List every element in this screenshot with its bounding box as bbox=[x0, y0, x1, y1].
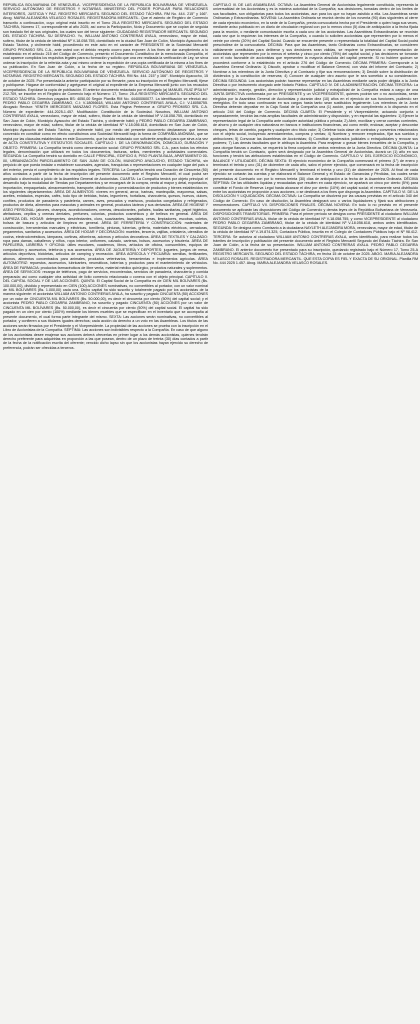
notice-column-left bbox=[3, 3, 208, 1022]
notice-text-left: REPÚBLICA BOLIVARIANA DE VENEZUELA. VICEPRESIDENCIA DE LA REPÚBLICA BOLIVARIANA DE VENEZUELA. SERVICIO AUTÓNOMO DE REGISTROS Y NOTARÍAS. MINISTERIO DEL PODER POPULAR PARA RELACIONES INTERIORES, JUSTICIA Y PAZ. REGISTRO MERCANTIL SEGUNDO DEL ESTADO TÁCHIRA. RM No. 444. 215° y 166°. Abog. MARIA ALEJANDRA VELASCO ROSALES. REGISTRADORA MERCANTIL. Que el asiento de Registro de Comercio transcrito a continuación, cuyo original está inscrito en el Tomo 25-A REGISTRO MERCANTIL SEGUNDO DEL ESTADO TÁCHIRA, Número 17, correspondiente al año 2025, así como la Participación, Nota y Documento que se copian de seguida son traslado fiel de sus originales, los cuales son del tenor siguiente: CIUDADANO REGISTRADOR MERCANTIL SEGUNDO DEL ESTADO TÁCHIRA. SU DESPACHO. Yo, WILLIAM ANTONIO CONTRERAS AYALA, venezolano, mayor de edad, soltero, titular de la cédula de identidad Nº V-18.058.755, domiciliado en la ciudad San Juan de Colón, Municipio Ayacucho del Estado Táchira, y civilmente hábil, procediendo en este acto en mi carácter de PRESIDENTE de la Sociedad Mercantil GRUPO PROMISO SRL C.A., ante usted con el debido respeto ocurro para exponer: A los fines de dar cumplimiento a lo establecido en el artículo 215 del Código de Comercio, presento el Documento Constitutivo de la mencionada Compañía, el cual aparece cumplidos los requisitos legales para su formación y solicito que una vez realizada la verificación de Ley, se sirva ordenar la inscripción de la referida acta y así mismo ordene la expedición de una copia certificada de la misma a los fines de su publicación. En San Juan de Colón, a la fecha de su registro. REPÚBLICA BOLIVARIANA DE VENEZUELA. VICEPRESIDENCIA DE LA REPÚBLICA BOLIVARIANA DE VENEZUELA. SERVICIO AUTÓNOMO DE REGISTROS Y NOTARÍAS. REGISTRO MERCANTIL SEGUNDO DEL ESTADO TÁCHIRA. RM No. 444. 215° y 166°. Municipio Ayacucho, 15 de octubre de 2025. Por presentada la anterior participación por su firmante, para su inscripción en el Registro Mercantil, fíjese y publíquese. Hágase de conformidad y agréguese el original al expediente de la Empresa Mercantil junto con los recaudos acompañados. Expídase la copia de publicación. El anterior documento redactado por el Abogado (a) MANUEL RUIZ IPSA N.º 212.709, se inscribe en el Registro de Comercio bajo el Número: 17, Tomo: 25-A REGISTRO MERCANTIL SEGUNDO DEL ESTADO TÁCHIRA. Derechos pagados BS: 4050,00 Según Planilla RM No. 44400060077. La identificación se efectuó así: PEDRO PABLO CEGARRA ZAMBRANO, C.I: V-18056618, WILLIAM ANTONIO CONTRERAS AYALA, C.I: V-18058755. Abogado Revisor: YENITH MERCEDES MANZANO FLORES. Esta Página Pertenece a: GRUPO PROMISO SRL C.A. Número de expediente: 444-2025-1.457. Modificación: Constitución de la Sociedad. Nosotros, WILLIAM ANTONIO CONTRERAS AYALA, venezolano, mayor de edad, soltero, titular de la cédula de identidad Nº V-18.058.755, domiciliado en San Juan de Colón, Municipio Ayacucho del Estado Táchira, y civilmente hábil; y PEDRO PABLO CEGARRA ZAMBRANO, venezolano, mayor de edad, soltero, titular de la cédula de identidad Nº V-18.056.618, domiciliado en San Juan de Colón, Municipio Ayacucho del Estado Táchira, y civilmente hábil, por medio del presente documento declaramos: que hemos convenido en constituir como en efecto constituimos una Sociedad Mercantil bajo la forma de COMPAÑÍA ANÓNIMA, que se regirá por las cláusulas establecidas en este Documento, que ha sido redactado con suficiente amplitud para que sirva a la vez de ACTA CONSTITUTIVA Y ESTATUTOS SOCIALES. CAPÍTULO I. DE LA DENOMINACIÓN, DOMICILIO, DURACIÓN Y OBJETO. PRIMERA: La Compañía tendrá como denominación social: GRUPO PROMISO SRL C.A., para todos los efectos legales, denominación que utilizará en todos los documentos, facturas, sellos, membretes y actividades comerciales. SEGUNDA: La Compañía tendrá su domicilio en CALLE PRINCIPAL, EDIFICIO 8, PISO PLANTA BAJA, APARTAMENTO 00-00, URBANIZACIÓN PARCELAMIENTO DE SAN JUAN DE COLÓN, MUNICIPIO AYACUCHO, ESTADO TÁCHIRA, sin perjuicio de que pueda instalar o establecer sucursales, agencias, franquicias o representaciones en cualquier lugar del país o del exterior, previa el cumplimiento de los requisitos legales. TERCERA: La Compañía tendrá una Duración de Cincuenta (50) años contados a partir de la fecha de inscripción del presente documento ante el Registro Mercantil, el cual podrá ser ampliado o disminuido a juicio de la Asamblea General de Accionistas. CUARTA: La Compañía tendrá por objeto principal: el desarrollo bajo la modalidad de Tiendas por Departamentos y se encargará de la compra, venta al mayor y detal, exportación, importación, empaquetado, almacenamiento, transporte, distribución y comercialización de productos y bienes establecidos en los siguientes departamentos: ÁREA DE ALIMENTOS: víveres en general, arroz, harinas, mantequilla, mayonesa, salsas, aceites, enlatados, especias, cafés, todo tipo de bebidas, frutas, legumbres, hortalizas, charcutería, quesos, huevos, dulces, confites, productos de panadería y pastelería, carnes, aves, pescados y mariscos, productos congelados y refrigerados, productos de dieta, alimentos para mascotas y animales en general, productos lácteos y sus derivados. ÁREA DE HIGIENE Y ASEO PERSONAL: jabones, champús, acondicionadores, cremas, desodorantes, pañales, toallas sanitarias, papel higiénico, afeitadoras, cepillos y cremas dentales, perfumes, colonias, productos cosméticos y de belleza en general. ÁREA DE LIMPIEZA DEL HOGAR: detergentes, desinfectantes, cloro, suavizantes, lavaplatos, ceras, limpiadores, escobas, coletos, bolsas de basura y artículos de limpieza en general. ÁREA DE FERRETERÍA Y CONSTRUCCIÓN: materiales de construcción, herramientas manuales y eléctricas, tornillería, pinturas, tuberías, grifería, materiales eléctricos, cerraduras, pegamentos, sanitarios y accesorios. ÁREA DE HOGAR Y DECORACIÓN: muebles, lencería, vajillas, cristalería, utensilios de cocina, electrodomésticos, lámparas, cortinas, alfombras, adornos y artículos decorativos. ÁREA DE TEXTILES Y CALZADO: ropa para damas, caballeros y niños, ropa interior, uniformes, calzado, carteras, bolsos, accesorios y bisutería. ÁREA DE PAPELERÍA, LIBRERÍA Y OFICINA: útiles escolares, cuadernos, libros, artículos de oficina, consumibles, equipos de computación y accesorios, telefonía y sus accesorios. ÁREA DE JUGUETERÍA Y DEPORTES: juguetes, juegos de mesa, artículos deportivos, bicicletas, artículos de camping y recreación. ÁREA AGRÍCOLA Y PECUARIA: semillas, fertilizantes, abonos, alimentos concentrados para animales, productos veterinarios, herramientas e implementos agrícolas. ÁREA AUTOMOTRIZ: repuestos, accesorios, lubricantes, neumáticos, baterías y productos para el mantenimiento de vehículos. ÁREA DE FARMACIA: productos farmacéuticos de libre venta, material médico quirúrgico, productos naturales y suplementos. ÁREA DE SERVICIOS: recarga de teléfonos, pago de servicios, encomiendas, servicios de panadería, charcutería y comida preparada; así como cualquier otra actividad de lícito comercio relacionada o conexa con el objeto principal. CAPÍTULO II. DEL CAPITAL SOCIAL Y DE LAS ACCIONES. QUINTA: El Capital Social de la Compañía es de CIEN MIL BOLÍVARES (Bs. 100.000,00), dividido y representado en CIEN (100) ACCIONES nominativas, no convertibles al portador, con un valor nominal de MIL BOLÍVARES (Bs. 1.000,00) cada una. Dicho capital ha sido suscrito y totalmente pagado por los accionistas de la manera siguiente: el accionista WILLIAM ANTONIO CONTRERAS AYALA, ha suscrito y pagado CINCUENTA (50) ACCIONES por un valor de CINCUENTA MIL BOLÍVARES (Bs. 50.000,00), es decir el cincuenta por ciento (50%) del capital social; y el accionista PEDRO PABLO CEGARRA ZAMBRANO, ha suscrito y pagado CINCUENTA (50) ACCIONES por un valor de CINCUENTA MIL BOLÍVARES (Bs. 50.000,00), es decir el cincuenta por ciento (50%) del capital social. El capital ha sido pagado en un cien por ciento (100%) mediante los bienes muebles que se especifican en el inventario que se acompaña al presente documento, el cual forma parte integrante del mismo. SEXTA: Las acciones serán nominativas, no convertibles al portador, y confieren a sus titulares iguales derechos; cada acción da derecho a un voto en las Asambleas. Los títulos de las acciones serán firmados por el Presidente y el Vicepresidente. La propiedad de las acciones se prueba con la inscripción en el Libro de Accionistas de la Compañía. SÉPTIMA: Las acciones son indivisibles respecto a la Compañía. En caso de que alguno de los accionistas desee enajenar sus acciones deberá ofrecerlas en primer lugar a los demás accionistas, quienes tendrán derecho preferente para adquirirlas en proporción a las que posean, dentro de un plazo de treinta (30) días contados a partir de la fecha de la notificación escrita del oferente; vencido dicho lapso sin que los accionistas hayan ejercido su derecho de preferencia, podrán ser ofrecidas a terceros. bbox=[3, 3, 208, 350]
notice-text-right: CAPÍTULO III. DE LAS ASAMBLEAS. OCTAVA: La Asamblea General de Accionistas legalmente constituida, representa la universalidad de los Accionistas y es la máxima autoridad de la Compañía; sus decisiones, tomadas dentro de los límites de sus facultades, son obligatorias para todos los accionistas, aun para los que no hayan asistido a ella. Las Asambleas serán Ordinarias y Extraordinarias. NOVENA: La Asamblea Ordinaria se reunirá dentro de los noventa (90) días siguientes al cierre de cada ejercicio económico, en la sede de la Compañía, previa convocatoria hecha por el Presidente o quien haga sus veces, mediante aviso publicado en un diario de circulación regional con por lo menos cinco (5) días de anticipación a la fecha fijada para la reunión, o mediante comunicación escrita a cada uno de los accionistas. Las Asambleas Extraordinarias se reunirán cada vez que lo requieran los intereses de la Compañía, o cuando lo soliciten accionistas que representen por lo menos el veinte por ciento (20%) del Capital Social. Cuando se encuentre presente o representada la totalidad del Capital Social podrá prescindirse de la convocatoria. DÉCIMA: Para que las Asambleas, tanto Ordinarias como Extraordinarias, se consideren válidamente constituidas para deliberar y sus decisiones sean válidas, se requiere la presencia o representación de accionistas que representen por lo menos el setenta y cinco por ciento (75%) del capital social, y las decisiones se tomarán con el voto favorable de accionistas que representen la mayoría absoluta del capital presente. Si no hubiere quórum se procederá conforme a lo establecido en el artículo 276 del Código de Comercio. DÉCIMA PRIMERA: Corresponde a la Asamblea General Ordinaria: 1) Discutir, aprobar o modificar el Balance General, con vista del informe del Comisario; 2) Nombrar a los miembros de la Junta Directiva y al Comisario y fijar sus remuneraciones; 3) Decidir sobre la distribución de dividendos y la constitución de reservas; 4) Conocer de cualquier otro asunto que le sea sometido a su consideración. DÉCIMA SEGUNDA: Los accionistas podrán hacerse representar en las Asambleas mediante carta poder dirigida a la Junta Directiva o por instrumento otorgado ante Notario Público. CAPÍTULO IV. DE LA ADMINISTRACIÓN. DÉCIMA TERCERA: La administración, manejo, gestión, dirección y representación judicial y extrajudicial de la Compañía estará a cargo de una JUNTA DIRECTIVA conformada por un PRESIDENTE y un VICEPRESIDENTE, quienes podrán ser o no accionistas, serán elegidos por la Asamblea General de Accionistas y durarán diez (10) años en el ejercicio de sus funciones, pudiendo ser reelegidos. En todo caso continuarán en sus cargos hasta tanto sean sustituidos legalmente. Los miembros de la Junta Directiva deberán depositar en la Caja Social de la Compañía una (1) acción, para dar cumplimiento a lo dispuesto en el artículo 244 del Código de Comercio. DÉCIMA CUARTA: El Presidente y el Vicepresidente, actuando conjunta o separadamente, tendrán las más amplias facultades de administración y disposición, y en especial las siguientes: 1) Ejercer la representación legal de la Compañía ante cualquier autoridad pública o privada; 2) Abrir, movilizar y cerrar cuentas corrientes, de ahorro y de cualquier otra naturaleza en bancos e instituciones financieras, así como emitir, endosar, aceptar y descontar cheques, letras de cambio, pagarés y cualquier otro título valor; 3) Celebrar toda clase de contratos y convenios relacionados con el objeto social, incluyendo arrendamientos, compras y ventas; 4) Nombrar y remover empleados, fijar sus sueldos y atribuciones; 5) Convocar las Asambleas de Accionistas; 6) Constituir apoderados judiciales o extrajudiciales y revocar sus poderes; 7) Las demás facultades que le atribuya la Asamblea. Para enajenar o gravar bienes inmuebles de la Compañía, y para otorgar fianzas o avales, se requerirá la firma conjunta de ambos miembros de la Junta Directiva. DÉCIMA QUINTA: La Compañía tendrá un Comisario, quien será designado por la Asamblea General de Accionistas, durará un (1) año en sus funciones y tendrá las atribuciones establecidas en el Código de Comercio. CAPÍTULO V. DEL EJERCICIO ECONÓMICO, BALANCE Y UTILIDADES. DÉCIMA SEXTA: El ejercicio económico de la Compañía comenzará el primero (1°) de enero y terminará el treinta y uno (31) de diciembre de cada año, salvo el primer ejercicio, que comenzará en la fecha de inscripción del presente documento en el Registro Mercantil y terminará el treinta y uno (31) de diciembre de 2025. Al final de cada ejercicio se cortarán las cuentas y se elaborará el Balance General y el Estado de Ganancias y Pérdidas, los cuales serán presentados al Comisario con por lo menos treinta (30) días de anticipación a la fecha de la Asamblea Ordinaria. DÉCIMA SÉPTIMA: De las utilidades líquidas y recaudadas que resulten en cada ejercicio, se apartará un cinco por ciento (5%) para constituir el Fondo de Reserva Legal hasta alcanzar el diez por ciento (10%) del capital social; el remanente será distribuido entre los accionistas en proporción a sus acciones, o se destinará a los fines que disponga la Asamblea. CAPÍTULO VI. DE LA DISOLUCIÓN Y LIQUIDACIÓN. DÉCIMA OCTAVA: La Compañía se disolverá por las causas previstas en el artículo 340 del Código de Comercio. En caso de disolución, la Asamblea designará uno o varios liquidadores y fijará sus atribuciones y remuneraciones. CAPÍTULO VII. DISPOSICIONES FINALES. DÉCIMA NOVENA: En todo lo no previsto en el presente documento se aplicarán las disposiciones del Código de Comercio y demás leyes de la República Bolivariana de Venezuela. DISPOSICIONES TRANSITORIAS. PRIMERA: Para el primer período se designa como PRESIDENTE al ciudadano WILLIAM ANTONIO CONTRERAS AYALA, titular de la cédula de identidad Nº V-18.058.755, y como VICEPRESIDENTE al ciudadano PEDRO PABLO CEGARRA ZAMBRANO, titular de la cédula de identidad Nº V-18.056.618, ambos antes identificados. SEGUNDA: Se designa como Comisario a la ciudadana NAYLETH ALEJANDRA MORA, venezolana, mayor de edad, titular de la cédula de identidad Nº V-19.874.325, Contadora Pública, inscrita en el Colegio de Contadores Públicos bajo el Nº 98.412. TERCERA: Se autoriza al ciudadano WILLIAM ANTONIO CONTRERAS AYALA, antes identificado, para realizar todos los trámites de inscripción y publicación del presente documento ante el Registro Mercantil Segundo del Estado Táchira. En San Juan de Colón, a la fecha de su presentación. WILLIAM ANTONIO CONTRERAS AYALA. PEDRO PABLO CEGARRA ZAMBRANO. El anterior documento fue presentado para su inscripción, quedando registrado bajo el Número 17, Tomo 25-A REGISTRO MERCANTIL SEGUNDO DEL ESTADO TÁCHIRA, en fecha 15 de octubre de 2025. ABOG. MARIA ALEJANDRA VELASCO ROSALES. REGISTRADORA MERCANTIL. QUE ESTA COPIA ES FIEL Y EXACTA DE SU ORIGINAL. Planilla RM No. 444 2025 1.457. Abog. MARIA ALEJANDRA VELASCO ROSALES. bbox=[213, 3, 418, 266]
notice-column-right bbox=[213, 3, 418, 1022]
